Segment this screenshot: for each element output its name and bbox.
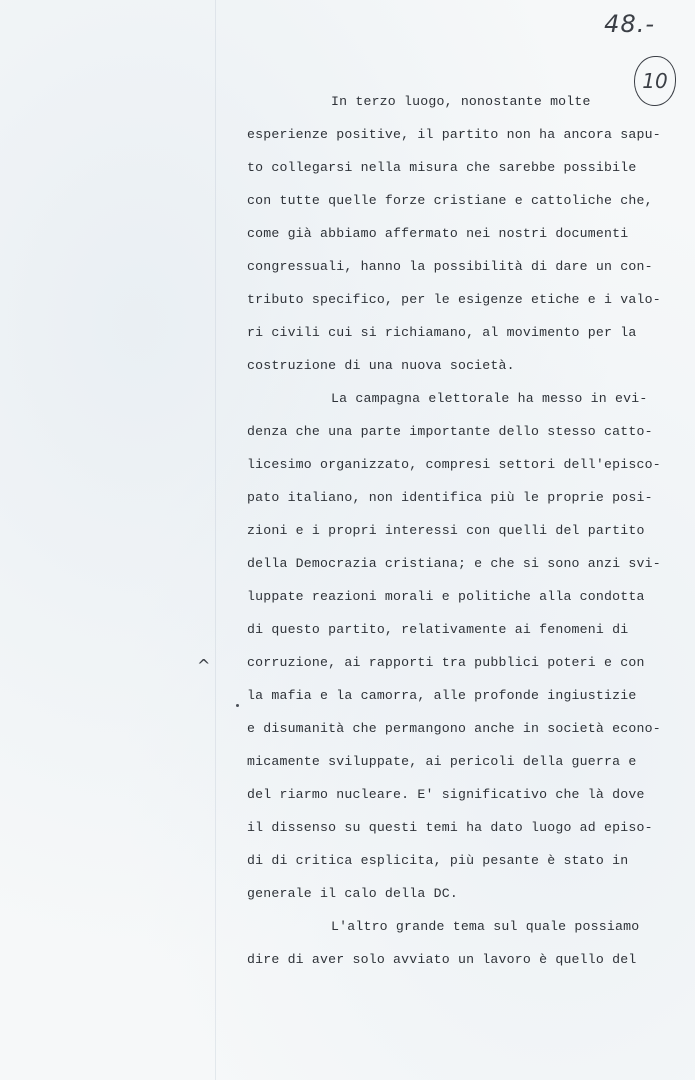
paper-speck bbox=[236, 704, 239, 707]
text-line: il dissenso su questi temi ha dato luogo ad episo- bbox=[247, 820, 653, 835]
handwritten-page-number: 48.- bbox=[604, 10, 655, 38]
text-line: come già abbiamo affermato nei nostri documenti bbox=[247, 226, 629, 241]
text-line: la mafia e la camorra, alle profonde ingiustizie bbox=[247, 688, 637, 703]
text-line: to collegarsi nella misura che sarebbe possibile bbox=[247, 160, 637, 175]
text-line: pato italiano, non identifica più le proprie posi- bbox=[247, 490, 653, 505]
text-line: dire di aver solo avviato un lavoro è quello del bbox=[247, 952, 637, 967]
text-line: zioni e i propri interessi con quelli del partito bbox=[247, 523, 645, 538]
text-line: luppate reazioni morali e politiche alla condotta bbox=[247, 589, 645, 604]
margin-insertion-mark: ^ bbox=[197, 656, 211, 675]
text-line: licesimo organizzato, compresi settori dell'episco- bbox=[247, 457, 661, 472]
text-line: congressuali, hanno la possibilità di dare un con- bbox=[247, 259, 653, 274]
text-line: In terzo luogo, nonostante molte bbox=[331, 94, 591, 109]
text-line: di di critica esplicita, più pesante è stato in bbox=[247, 853, 629, 868]
text-line: di questo partito, relativamente ai fenomeni di bbox=[247, 622, 629, 637]
text-line: della Democrazia cristiana; e che si sono anzi svi- bbox=[247, 556, 661, 571]
text-line: La campagna elettorale ha messo in evi- bbox=[331, 391, 648, 406]
text-line: corruzione, ai rapporti tra pubblici poteri e con bbox=[247, 655, 645, 670]
text-line: micamente sviluppate, ai pericoli della guerra e bbox=[247, 754, 637, 769]
circled-folio-number: 10 bbox=[634, 56, 676, 106]
page-fold-shadow bbox=[215, 0, 216, 1080]
text-line: tributo specifico, per le esigenze etiche e i valo- bbox=[247, 292, 661, 307]
text-line: costruzione di una nuova società. bbox=[247, 358, 515, 373]
text-line: denza che una parte importante dello stesso catto- bbox=[247, 424, 653, 439]
text-line: esperienze positive, il partito non ha ancora sapu- bbox=[247, 127, 661, 142]
text-line: del riarmo nucleare. E' significativo che là dove bbox=[247, 787, 645, 802]
text-line: ri civili cui si richiamano, al movimento per la bbox=[247, 325, 637, 340]
text-line: e disumanità che permangono anche in società econo- bbox=[247, 721, 661, 736]
text-line: L'altro grande tema sul quale possiamo bbox=[331, 919, 640, 934]
text-line: con tutte quelle forze cristiane e cattoliche che, bbox=[247, 193, 653, 208]
text-line: generale il calo della DC. bbox=[247, 886, 458, 901]
